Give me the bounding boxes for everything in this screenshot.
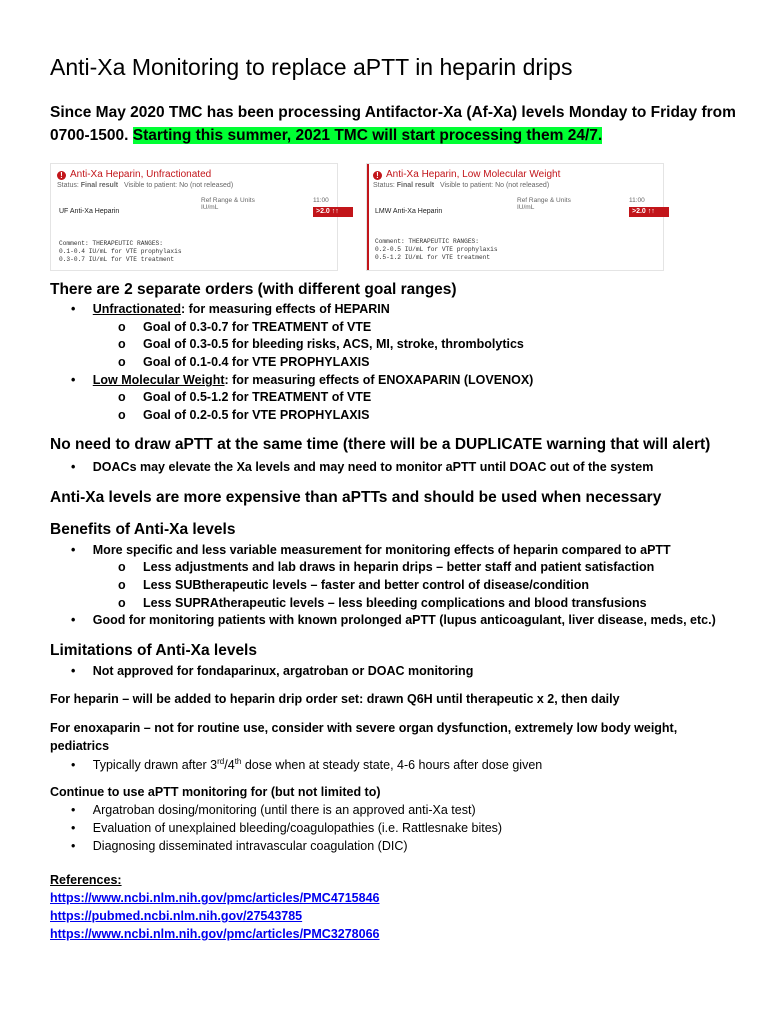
circle-outline-icon: o (118, 578, 126, 592)
list-item: • Argatroban dosing/monitoring (until there is an approved anti-Xa test) (71, 803, 476, 817)
bullet-dot-icon: • (71, 803, 76, 817)
list-item: • More specific and less variable measurement for monitoring effects of heparin compared to aPTT (71, 543, 671, 557)
bullet-dot-icon: • (71, 302, 76, 316)
comment-line: 0.5-1.2 IU/mL for VTE treatment (375, 254, 491, 261)
lab-result-screenshot-lmw (366, 163, 664, 271)
circle-outline-icon: o (118, 560, 126, 574)
circle-outline-icon: o (118, 596, 126, 610)
cost-heading: Anti-Xa levels are more expensive than aPTTs and should be used when necessary (50, 489, 662, 506)
bullet-dot-icon: • (71, 821, 76, 835)
time-header: 11:00 (313, 197, 329, 204)
reference-link[interactable]: https://www.ncbi.nlm.nih.gov/pmc/articles/PMC3278066 (50, 927, 380, 941)
list-item-goal: o Goal of 0.1-0.4 for VTE PROPHYLAXIS (118, 355, 370, 369)
reference-link[interactable]: https://pubmed.ncbi.nlm.nih.gov/27543785 (50, 909, 303, 923)
time-header: 11:00 (629, 197, 645, 204)
lab-result-status: Status: Final result Visible to patient: No (not released) (373, 182, 550, 189)
circle-outline-icon: o (118, 337, 126, 351)
bullet-dot-icon: • (71, 758, 76, 773)
list-item: • DOACs may elevate the Xa levels and may need to monitor aPTT until DOAC out of the system (71, 460, 654, 474)
list-item-sub: o Less adjustments and lab draws in heparin drips – better staff and patient satisfaction (118, 560, 655, 574)
comment-line: Comment: THERAPEUTIC RANGES: (59, 240, 163, 247)
bullet-dot-icon: • (71, 839, 76, 853)
alert-circle-icon: ! (57, 171, 66, 180)
lab-result-status: Status: Final result Visible to patient: No (not released) (57, 182, 234, 189)
intro-text: Since May 2020 TMC has been processing Antifactor-Xa (Af-Xa) levels Monday to Friday from 0700-1500. (50, 104, 736, 144)
result-value: >2.0 ↑↑ (629, 207, 669, 217)
reference-row (50, 927, 379, 941)
list-item-sub: o Less SUBtherapeutic levels – faster and better control of disease/condition (118, 578, 589, 592)
units: IU/mL (517, 204, 535, 211)
list-item: • Good for monitoring patients with known prolonged aPTT (lupus anticoagulant, liver disease, meds, etc.) (71, 613, 716, 627)
circle-outline-icon: o (118, 320, 126, 334)
bullet-dot-icon: • (71, 613, 76, 627)
limitations-heading: Limitations of Anti-Xa levels (50, 642, 257, 659)
comment-line: Comment: THERAPEUTIC RANGES: (375, 238, 479, 245)
bullet-dot-icon: • (71, 543, 76, 557)
reference-row (50, 909, 302, 923)
result-value: >2.0 ↑↑ (313, 207, 353, 217)
list-item-goal: o Goal of 0.5-1.2 for TREATMENT of VTE (118, 390, 372, 404)
list-item-goal: o Goal of 0.3-0.7 for TREATMENT of VTE (118, 320, 372, 334)
circle-outline-icon: o (118, 355, 126, 369)
list-item: • Evaluation of unexplained bleeding/coagulopathies (i.e. Rattlesnake bites) (71, 821, 503, 835)
circle-outline-icon: o (118, 408, 126, 422)
test-name: UF Anti-Xa Heparin (59, 208, 120, 215)
comment-line: 0.3-0.7 IU/mL for VTE treatment (59, 256, 175, 263)
intro-paragraph (50, 101, 740, 147)
continue-heading: Continue to use aPTT monitoring for (but not limited to) (50, 785, 381, 799)
enoxaparin-paragraph: For enoxaparin – not for routine use, consider with severe organ dysfunction, extremely low body weight, (50, 721, 678, 735)
list-item-goal: o Goal of 0.2-0.5 for VTE PROPHYLAXIS (118, 408, 370, 422)
benefits-heading: Benefits of Anti-Xa levels (50, 521, 236, 538)
circle-outline-icon: o (118, 390, 126, 404)
no-aptt-heading: No need to draw aPTT at the same time (there will be a DUPLICATE warning that will alert) (50, 436, 711, 453)
units: IU/mL (201, 204, 219, 211)
list-item-sub: o Less SUPRAtherapeutic levels – less bleeding complications and blood transfusions (118, 596, 647, 610)
list-item-goal: o Goal of 0.3-0.5 for bleeding risks, ACS, MI, stroke, thrombolytics (118, 337, 524, 351)
page-title: Anti-Xa Monitoring to replace aPTT in heparin drips (50, 54, 573, 80)
red-indicator-bar (367, 164, 369, 270)
lab-result-screenshot-uf (50, 163, 338, 271)
alert-circle-icon: ! (373, 171, 382, 180)
comment-line: 0.2-0.5 IU/mL for VTE prophylaxis (375, 246, 498, 253)
test-name: LMW Anti-Xa Heparin (375, 208, 443, 215)
ref-range-header: Ref Range & Units (201, 197, 255, 204)
enoxaparin-paragraph-cont: pediatrics (50, 739, 110, 753)
list-item: • Not approved for fondaparinux, argatroban or DOAC monitoring (71, 664, 474, 678)
lab-result-header: ! Anti-Xa Heparin, Low Molecular Weight (373, 169, 560, 180)
orders-heading: There are 2 separate orders (with different goal ranges) (50, 281, 457, 298)
references-heading: References: (50, 873, 122, 887)
intro-highlight: Starting this summer, 2021 TMC will start processing them 24/7. (132, 127, 603, 144)
bullet-dot-icon: • (71, 373, 76, 387)
ref-range-header: Ref Range & Units (517, 197, 571, 204)
comment-line: 0.1-0.4 IU/mL for VTE prophylaxis (59, 248, 182, 255)
bullet-dot-icon: • (71, 664, 76, 678)
heparin-paragraph: For heparin – will be added to heparin drip order set: drawn Q6H until therapeutic x 2, then daily (50, 692, 620, 706)
list-item: • Typically drawn after 3rd/4th dose when at steady state, 4-6 hours after dose given (71, 757, 543, 773)
list-item-unfractionated: • Unfractionated: for measuring effects of HEPARIN (71, 302, 390, 316)
lab-result-header: ! Anti-Xa Heparin, Unfractionated (57, 169, 211, 180)
list-item-lmw: • Low Molecular Weight: for measuring effects of ENOXAPARIN (LOVENOX) (71, 373, 534, 387)
reference-row (50, 891, 379, 905)
bullet-dot-icon: • (71, 460, 76, 474)
list-item: • Diagnosing disseminated intravascular coagulation (DIC) (71, 839, 408, 853)
reference-link[interactable]: https://www.ncbi.nlm.nih.gov/pmc/articles/PMC4715846 (50, 891, 380, 905)
